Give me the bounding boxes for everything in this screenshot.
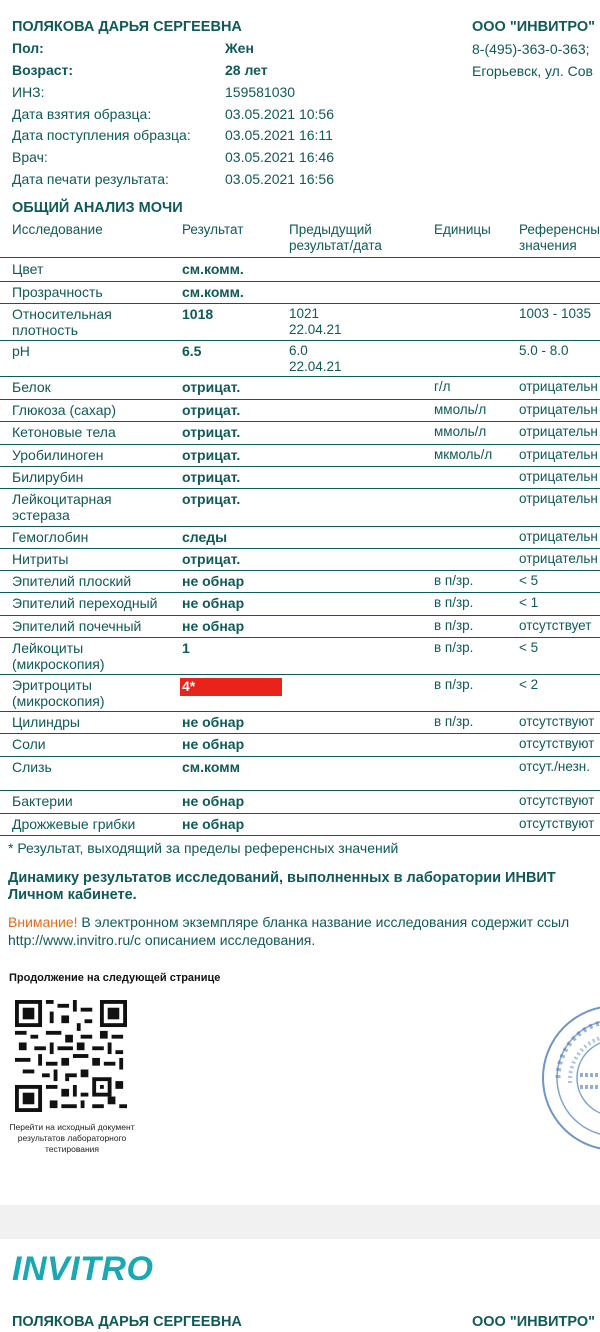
test-name[interactable]: Прозрачность xyxy=(12,284,103,300)
invitro-logo: INVITRO xyxy=(12,1250,154,1288)
divider xyxy=(0,303,600,304)
reference: отрицательн xyxy=(519,491,598,506)
dynamics-note xyxy=(8,870,556,904)
result-value: не обнар xyxy=(182,573,245,589)
divider xyxy=(0,488,600,489)
section-title: ОБЩИЙ АНАЛИЗ МОЧИ xyxy=(12,200,183,216)
th-reference-2: значения xyxy=(519,238,577,253)
divider xyxy=(0,592,600,593)
field-value: 03.05.2021 10:56 xyxy=(225,106,334,122)
field-label: Дата взятия образца: xyxy=(12,106,152,122)
units: г/л xyxy=(434,379,451,394)
result-value: отрицат. xyxy=(182,379,241,395)
divider xyxy=(0,526,600,527)
units: в п/зр. xyxy=(434,677,474,692)
reference: отрицательн xyxy=(519,379,598,394)
divider xyxy=(0,637,600,638)
result-value: см.комм. xyxy=(182,284,244,300)
previous-value: 1021 xyxy=(289,306,320,321)
test-name-2: (микроскопия) xyxy=(12,656,105,672)
test-name[interactable]: Бактерии xyxy=(12,793,73,809)
reference: отсутствуют xyxy=(519,714,595,729)
result-value: отрицат. xyxy=(182,491,241,507)
result-value: отрицат. xyxy=(182,424,241,440)
qr-caption: Перейти на исходный документ результатов лабораторного тестирования xyxy=(9,1122,135,1154)
field-value: 03.05.2021 16:46 xyxy=(225,149,334,165)
divider xyxy=(0,813,600,814)
reference: < 5 xyxy=(519,573,539,588)
test-name[interactable]: Нитриты xyxy=(12,551,69,567)
reference: отрицательн xyxy=(519,529,598,544)
result-value: не обнар xyxy=(182,736,245,752)
result-value: не обнар xyxy=(182,595,245,611)
test-name[interactable]: Лейкоциты xyxy=(12,640,84,656)
divider xyxy=(0,790,600,791)
test-name[interactable]: Дрожжевые грибки xyxy=(12,816,136,832)
units: ммоль/л xyxy=(434,402,487,417)
continuation-note: Продолжение на следующей странице xyxy=(9,972,221,984)
stamp-icon xyxy=(540,1003,600,1153)
field-label: Дата печати результата: xyxy=(12,171,169,187)
divider xyxy=(0,257,600,258)
test-name[interactable]: Цилиндры xyxy=(12,714,80,730)
th-previous: Предыдущий xyxy=(289,222,372,237)
reference: отсутствуют xyxy=(519,793,595,808)
attention-link[interactable]: http://www.invitro.ru/с описанием исследования. xyxy=(8,932,316,948)
divider xyxy=(0,340,600,341)
result-value: следы xyxy=(182,529,228,545)
test-name[interactable]: Гемоглобин xyxy=(12,529,89,545)
test-name[interactable]: Цвет xyxy=(12,261,44,277)
test-name[interactable]: Эпителий переходный xyxy=(12,595,158,611)
attention-label: Внимание! xyxy=(8,914,78,930)
divider xyxy=(0,570,600,571)
reference: отсутствуют xyxy=(519,816,595,831)
field-value: 03.05.2021 16:56 xyxy=(225,171,334,187)
reference: 5.0 - 8.0 xyxy=(519,343,569,358)
divider xyxy=(0,835,600,836)
lab-address: Егорьевск, ул. Сов xyxy=(472,63,593,79)
lab-phone: 8-(495)-363-0-363; xyxy=(472,41,590,57)
reference: отсутствует xyxy=(519,618,592,633)
reference: < 5 xyxy=(519,640,539,655)
previous-date: 22.04.21 xyxy=(289,359,342,374)
field-value: 159581030 xyxy=(225,84,296,100)
divider xyxy=(0,733,600,734)
result-value: 1 xyxy=(182,640,190,656)
divider xyxy=(0,281,600,282)
footer-lab-name: ООО "ИНВИТРО" xyxy=(472,1314,596,1330)
field-label: Возраст: xyxy=(12,62,74,78)
field-label: Дата поступления образца: xyxy=(12,127,191,143)
reference: < 2 xyxy=(519,677,539,692)
attention-note xyxy=(8,913,569,949)
previous-date: 22.04.21 xyxy=(289,322,342,337)
th-reference: Референсны xyxy=(519,222,600,237)
units: мкмоль/л xyxy=(434,447,493,462)
test-name[interactable]: Слизь xyxy=(12,759,52,775)
units: в п/зр. xyxy=(434,640,474,655)
divider xyxy=(0,756,600,757)
divider xyxy=(0,376,600,377)
divider xyxy=(0,399,600,400)
divider xyxy=(0,444,600,445)
field-label: Врач: xyxy=(12,149,48,165)
divider xyxy=(0,548,600,549)
patient-name: ПОЛЯКОВА ДАРЬЯ СЕРГЕЕВНА xyxy=(12,19,242,35)
units: в п/зр. xyxy=(434,595,474,610)
divider xyxy=(0,674,600,675)
divider xyxy=(0,421,600,422)
footer-patient-name: ПОЛЯКОВА ДАРЬЯ СЕРГЕЕВНА xyxy=(12,1314,242,1330)
result-flagged: 4* xyxy=(180,678,282,696)
divider xyxy=(0,466,600,467)
units: ммоль/л xyxy=(434,424,487,439)
test-name[interactable]: Белок xyxy=(12,379,51,395)
page-separator xyxy=(0,1205,600,1239)
reference: < 1 xyxy=(519,595,539,610)
test-name[interactable]: Уробилиноген xyxy=(12,447,104,463)
test-name[interactable]: Лейкоцитарная xyxy=(12,491,112,507)
test-name[interactable]: Соли xyxy=(12,736,46,752)
result-value: не обнар xyxy=(182,816,245,832)
result-value: не обнар xyxy=(182,618,245,634)
test-name[interactable]: Относительная xyxy=(12,306,112,322)
test-name[interactable]: Эпителий плоский xyxy=(12,573,132,589)
reference: отсут./незн. xyxy=(519,759,590,774)
result-value: отрицат. xyxy=(182,447,241,463)
result-value: отрицат. xyxy=(182,469,241,485)
field-value: 28 лет xyxy=(225,62,268,78)
attention-text: В электронном экземпляре бланка название исследования содержит ссыл xyxy=(77,914,570,930)
result-value: не обнар xyxy=(182,714,245,730)
reference: 1003 - 1035 xyxy=(519,306,592,321)
result-value: см.комм. xyxy=(182,261,244,277)
th-units: Единицы xyxy=(434,222,491,237)
reference: отрицательн xyxy=(519,424,598,439)
units: в п/зр. xyxy=(434,618,474,633)
test-name-2: плотность xyxy=(12,322,79,338)
result-value: не обнар xyxy=(182,793,245,809)
reference: отсутствуют xyxy=(519,736,595,751)
test-name-2: (микроскопия) xyxy=(12,693,105,709)
reference: отрицательн xyxy=(519,447,598,462)
result-value: 6.5 xyxy=(182,343,202,359)
units: в п/зр. xyxy=(434,573,474,588)
result-value: 1018 xyxy=(182,306,214,322)
reference: отрицательн xyxy=(519,469,598,484)
th-test: Исследование xyxy=(12,222,103,237)
divider xyxy=(0,615,600,616)
result-value: отрицат. xyxy=(182,402,241,418)
test-name-2: эстераза xyxy=(12,507,70,523)
test-name[interactable]: Кетоновые тела xyxy=(12,424,116,440)
th-previous-2: результат/дата xyxy=(289,238,382,253)
dynamics-line-1: Динамику результатов исследований, выполненных в лаборатории ИНВИТ xyxy=(8,870,556,886)
lab-name: ООО "ИНВИТРО" xyxy=(472,19,596,35)
result-value: отрицат. xyxy=(182,551,241,567)
th-result: Результат xyxy=(182,222,244,237)
test-name[interactable]: Эритроциты xyxy=(12,677,92,693)
previous-value: 6.0 xyxy=(289,343,308,358)
test-name[interactable]: pH xyxy=(12,343,30,359)
divider xyxy=(0,711,600,712)
units: в п/зр. xyxy=(434,714,474,729)
footnote: * Результат, выходящий за пределы референсных значений xyxy=(8,840,399,856)
field-value: Жен xyxy=(225,40,254,56)
field-label: ИНЗ: xyxy=(12,84,45,100)
test-name[interactable]: Эпителий почечный xyxy=(12,618,142,634)
reference: отрицательн xyxy=(519,551,598,566)
test-name[interactable]: Глюкоза (сахар) xyxy=(12,402,116,418)
test-name[interactable]: Билирубин xyxy=(12,469,84,485)
dynamics-line-2: Личном кабинете. xyxy=(8,887,137,903)
field-value: 03.05.2021 16:11 xyxy=(225,127,333,143)
field-label: Пол: xyxy=(12,40,44,56)
result-value: см.комм xyxy=(182,759,240,775)
reference: отрицательн xyxy=(519,402,598,417)
qr-code-icon[interactable] xyxy=(15,1000,127,1112)
